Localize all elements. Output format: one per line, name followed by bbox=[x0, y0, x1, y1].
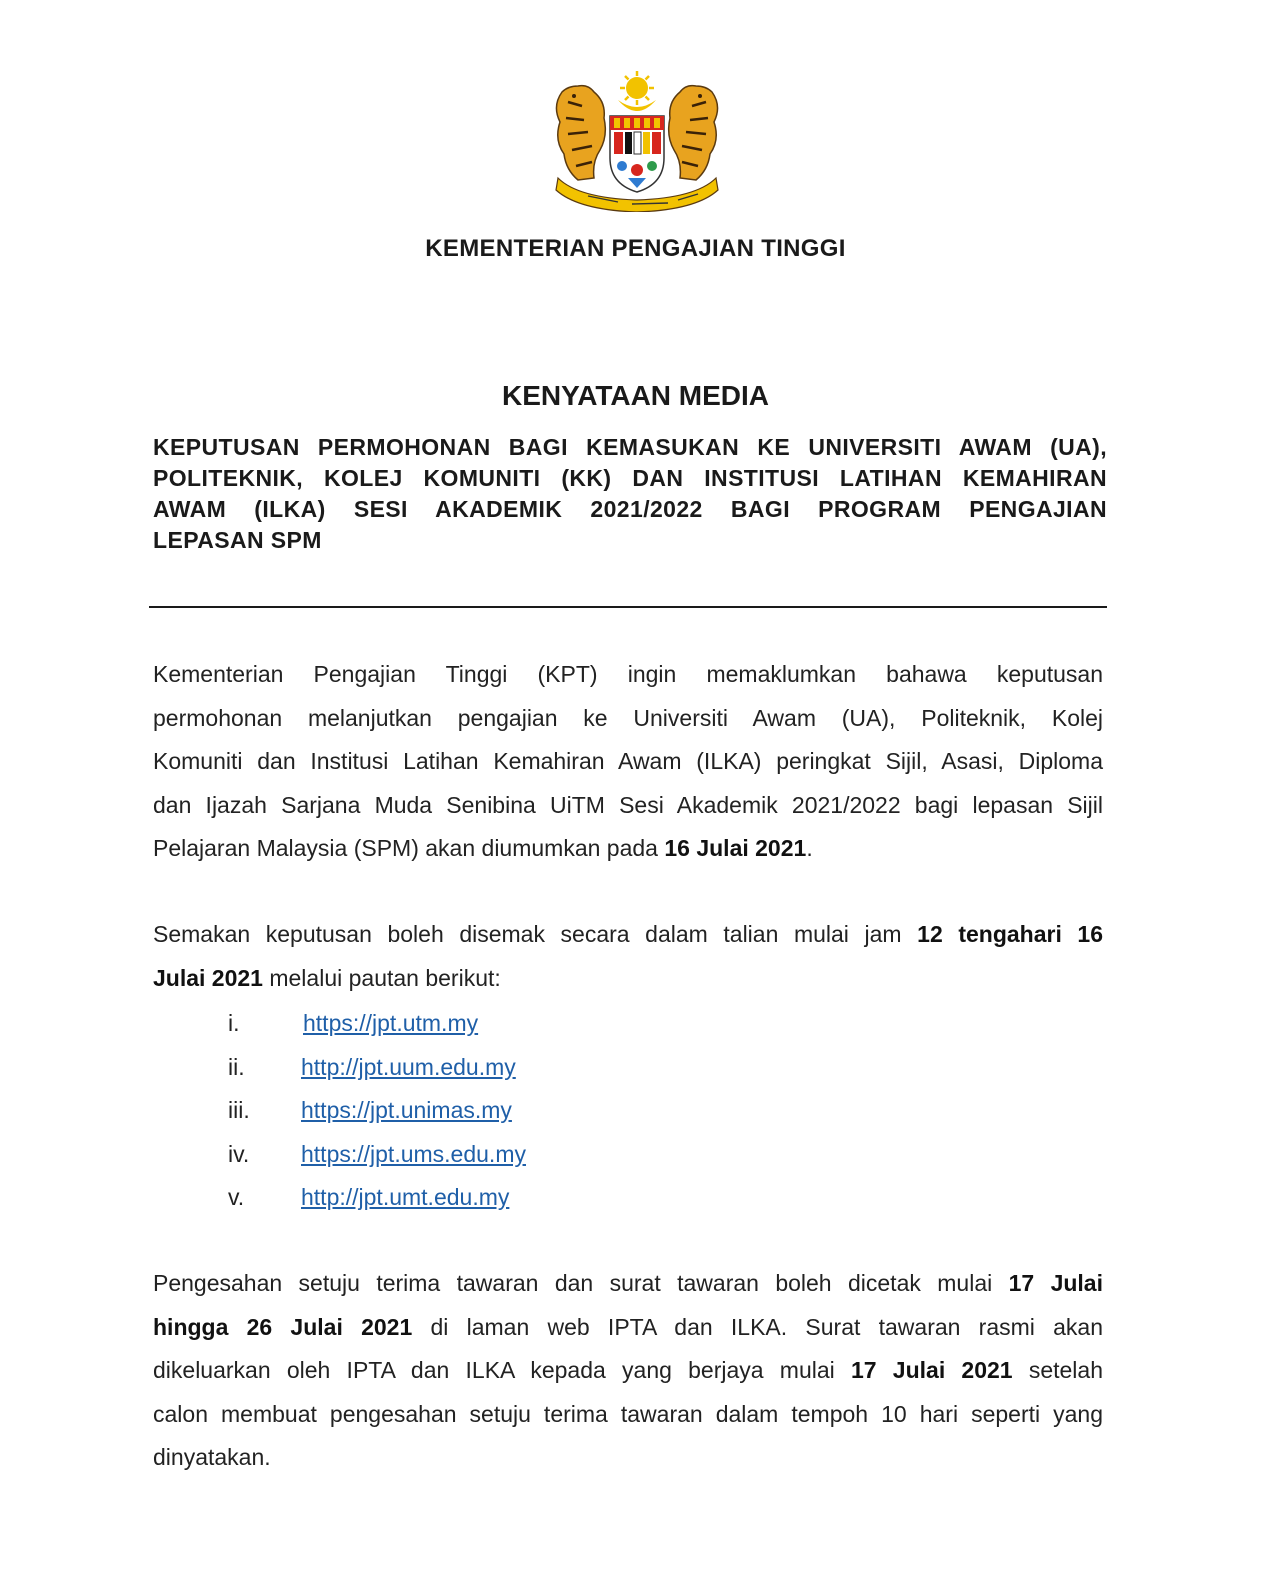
statement-title: KENYATAAN MEDIA bbox=[501, 380, 770, 411]
text-run: melalui pautan berikut: bbox=[262, 964, 501, 991]
link-jpt-utm[interactable]: https://jpt.utm.my bbox=[303, 1010, 479, 1036]
acceptance-start: 17 Julai bbox=[1008, 1270, 1103, 1296]
paragraph-line: calon membuat pengesahan setuju terima tawaran dalam tempoh 10 hari seperti yang bbox=[153, 1400, 1103, 1427]
text-run: Semakan keputusan boleh disemak secara dalam talian mulai jam bbox=[153, 921, 918, 947]
official-offer-date: 17 Julai 2021 bbox=[850, 1357, 1013, 1383]
paragraph-line bbox=[153, 913, 1103, 957]
acceptance-end: hingga 26 Julai 2021 bbox=[153, 1313, 413, 1340]
text-run: dikeluarkan oleh IPTA dan ILKA kepada yang berjaya mulai bbox=[153, 1357, 851, 1383]
link-jpt-umt[interactable]: http://jpt.umt.edu.my bbox=[301, 1184, 510, 1210]
subject-line: KEPUTUSAN PERMOHONAN BAGI KEMASUKAN KE UNIVERSITI AWAM (UA), bbox=[153, 434, 1107, 460]
check-date: Julai 2021 bbox=[153, 964, 263, 991]
text-run: di laman web IPTA dan ILKA. Surat tawaran rasmi akan bbox=[412, 1313, 1103, 1340]
subject-line: POLITEKNIK, KOLEJ KOMUNITI (KK) DAN INSTITUSI LATIHAN KEMAHIRAN bbox=[153, 465, 1107, 491]
list-number: iv. bbox=[228, 1140, 250, 1167]
list-item bbox=[228, 1046, 728, 1090]
link-jpt-ums[interactable]: https://jpt.ums.edu.my bbox=[301, 1140, 526, 1167]
announcement-date: 16 Julai 2021 bbox=[664, 835, 807, 861]
paragraph-line bbox=[153, 827, 1103, 871]
link-jpt-uum[interactable]: http://jpt.uum.edu.my bbox=[301, 1053, 516, 1080]
list-item bbox=[228, 1176, 728, 1220]
paragraph-line bbox=[153, 1306, 1103, 1350]
paragraph-line bbox=[153, 1349, 1103, 1393]
text-run: Pengesahan setuju terima tawaran dan surat tawaran boleh dicetak mulai bbox=[153, 1270, 1009, 1296]
paragraph-line: dinyatakan. bbox=[153, 1444, 271, 1470]
check-time: 12 tengahari 16 bbox=[917, 921, 1104, 947]
result-links-list bbox=[228, 1002, 728, 1220]
list-item bbox=[228, 1002, 728, 1046]
malaysia-coat-of-arms-icon bbox=[548, 66, 726, 212]
link-jpt-unimas[interactable]: https://jpt.unimas.my bbox=[301, 1097, 512, 1123]
paragraph-acceptance bbox=[153, 1262, 1103, 1480]
list-number: iii. bbox=[228, 1097, 250, 1123]
paragraph-line: Komuniti dan Institusi Latihan Kemahiran Awam (ILKA) peringkat Sijil, Asasi, Diploma bbox=[153, 748, 1103, 774]
ministry-name: KEMENTERIAN PENGAJIAN TINGGI bbox=[425, 235, 846, 262]
paragraph-line bbox=[153, 957, 1103, 1001]
list-item bbox=[228, 1089, 728, 1133]
list-number: i. bbox=[228, 1010, 240, 1036]
subject-line: AWAM (ILKA) SESI AKADEMIK 2021/2022 BAGI PROGRAM PENGAJIAN bbox=[153, 496, 1107, 522]
list-number: v. bbox=[228, 1184, 245, 1210]
paragraph-line: permohonan melanjutkan pengajian ke Universiti Awam (UA), Politeknik, Kolej bbox=[153, 704, 1103, 731]
list-number: ii. bbox=[228, 1053, 245, 1080]
text-run: . bbox=[806, 835, 813, 861]
text-run: Pelajaran Malaysia (SPM) akan diumumkan pada bbox=[153, 835, 665, 861]
paragraph-line: Kementerian Pengajian Tinggi (KPT) ingin memaklumkan bahawa keputusan bbox=[153, 661, 1103, 687]
text-run: setelah bbox=[1012, 1357, 1104, 1383]
statement-subject bbox=[153, 432, 1107, 556]
paragraph-announcement bbox=[153, 653, 1103, 871]
paragraph-line bbox=[153, 1262, 1103, 1306]
paragraph-line: dan Ijazah Sarjana Muda Senibina UiTM Sesi Akademik 2021/2022 bagi lepasan Sijil bbox=[153, 791, 1103, 818]
horizontal-divider bbox=[149, 606, 1107, 608]
paragraph-online-check bbox=[153, 913, 1103, 1000]
list-item bbox=[228, 1133, 728, 1177]
subject-line: LEPASAN SPM bbox=[153, 527, 322, 553]
